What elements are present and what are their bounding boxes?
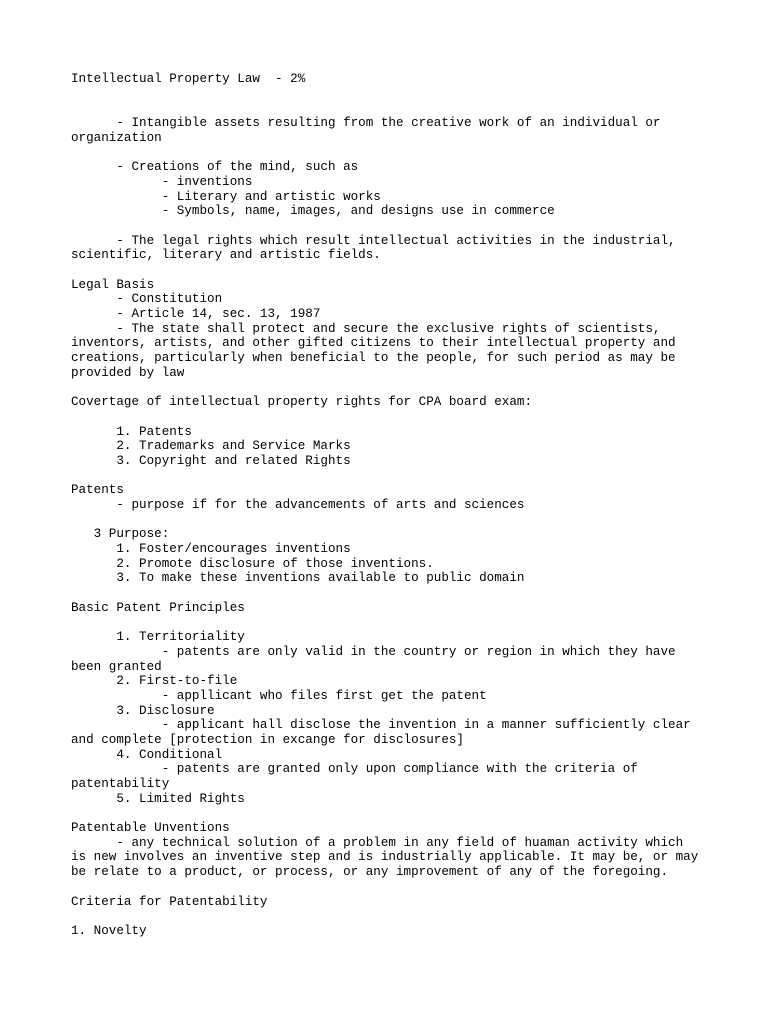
text-line: 3. To make these inventions available to public domain [71, 571, 525, 586]
text-line [71, 219, 711, 234]
text-line: 2. First-to-file [71, 674, 238, 689]
text-line [71, 410, 711, 425]
text-line [71, 101, 711, 116]
text-line: is new involves an inventive step and is industrially applicable. It may be, or may [71, 850, 699, 865]
document-page [71, 72, 711, 939]
text-line [71, 263, 711, 278]
text-line: - The legal rights which result intellectual activities in the industrial, [71, 233, 676, 248]
text-line: creations, particularly when beneficial to the people, for such period as may be [71, 351, 676, 366]
text-line: 1. Territoriality [71, 630, 245, 645]
text-line: - applicant hall disclose the invention in a manner sufficiently clear [71, 718, 691, 733]
text-line: 1. Novelty [71, 923, 147, 938]
text-line: provided by law [71, 365, 185, 380]
text-line: Covertage of intellectual property rights for CPA board exam: [71, 395, 533, 410]
text-line: - patents are granted only upon compliance with the criteria of [71, 762, 638, 777]
text-line [71, 380, 711, 395]
text-line: Legal Basis [71, 277, 155, 292]
text-line: - Symbols, name, images, and designs use in commerce [71, 204, 555, 219]
text-line: Patentable Unventions [71, 821, 230, 836]
text-line: - purpose if for the advancements of arts and sciences [71, 497, 525, 512]
text-line: 5. Limited Rights [71, 791, 245, 806]
text-line: scientific, literary and artistic fields. [71, 248, 381, 263]
text-line [71, 586, 711, 601]
text-line: - appllicant who files first get the patent [71, 688, 487, 703]
text-line: - Article 14, sec. 13, 1987 [71, 307, 321, 321]
text-line: be relate to a product, or process, or any improvement of any of the foregoing. [71, 865, 669, 880]
text-line: - Creations of the mind, such as [71, 160, 359, 175]
text-line [71, 615, 711, 630]
text-line: - any technical solution of a problem in any field of huaman activity which [71, 835, 684, 850]
text-line [71, 806, 711, 821]
text-line [71, 145, 711, 160]
text-line: been granted [71, 659, 162, 674]
text-line [71, 469, 711, 484]
text-line: organization [71, 130, 162, 145]
text-line: 4. Conditional [71, 747, 223, 762]
text-line: and complete [protection in excange for disclosures] [71, 732, 464, 747]
text-line: Criteria for Patentability [71, 894, 268, 909]
text-line: inventors, artists, and other gifted citizens to their intellectual property and [71, 336, 676, 351]
document-title: Intellectual Property Law - 2% [71, 72, 306, 86]
text-line: 3 Purpose: [71, 527, 170, 542]
text-line [71, 513, 711, 528]
text-line: - The state shall protect and secure the exclusive rights of scientists, [71, 321, 661, 336]
text-line: 3. Disclosure [71, 703, 215, 718]
text-line: 2. Promote disclosure of those inventions. [71, 556, 434, 571]
text-line: Basic Patent Principles [71, 600, 245, 615]
text-line: patentability [71, 777, 170, 791]
text-line: - inventions [71, 174, 253, 189]
text-line: Patents [71, 483, 124, 498]
text-line: 1. Foster/encourages inventions [71, 542, 351, 556]
text-line: - patents are only valid in the country or region in which they have [71, 644, 676, 659]
text-line: 3. Copyright and related Rights [71, 453, 351, 468]
text-line [71, 880, 711, 895]
text-line: 1. Patents [71, 424, 192, 439]
text-line: - Literary and artistic works [71, 189, 381, 204]
text-line [71, 909, 711, 924]
text-line [71, 87, 711, 102]
text-line: - Intangible assets resulting from the creative work of an individual or [71, 116, 661, 131]
text-line: 2. Trademarks and Service Marks [71, 439, 351, 454]
text-line: - Constitution [71, 292, 223, 307]
